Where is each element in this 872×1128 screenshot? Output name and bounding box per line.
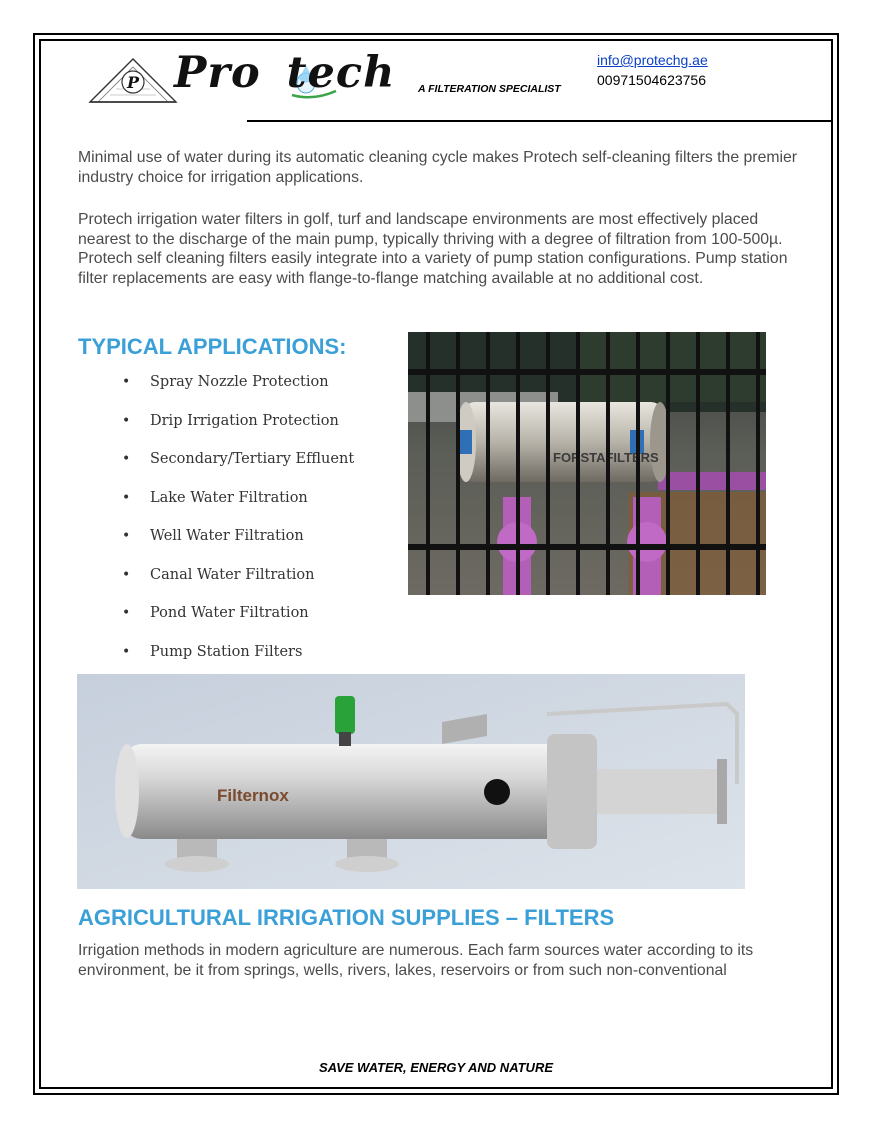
agriculture-heading: AGRICULTURAL IRRIGATION SUPPLIES – FILTERS [78,905,615,930]
intro-paragraph-1: Minimal use of water during its automatic cleaning cycle makes Protech self-cleaning filters the premier industry choice for irrigation applications. [78,149,798,186]
list-item-label: Pond Water Filtration [150,605,309,621]
list-item [122,601,354,640]
applications-heading: TYPICAL APPLICATIONS: [78,334,347,359]
email-link[interactable]: info@protechg.ae [597,52,708,68]
list-item-label: Lake Water Filtration [150,489,308,506]
tagline: A FILTERATION SPECIALIST [418,83,561,95]
filter-installation-photo [408,332,766,595]
list-item-label: Well Water Filtration [150,528,304,544]
bullet-icon: • [122,489,131,506]
forsta-label: FORSTAFILTERS [553,450,659,465]
filternox-label: Filternox [217,786,289,805]
phone-number: 00971504623756 [597,72,707,88]
list-item-label: Secondary/Tertiary Effluent [150,451,355,467]
list-item [122,486,354,525]
agriculture-paragraph: Irrigation methods in modern agriculture are numerous. Each farm sources water according to its environment, be it from springs, wells, rivers, lakes, reservoirs or from such non-conventional [78,942,754,979]
list-item [122,409,354,448]
list-item-label: Pump Station Filters [150,643,303,660]
list-item [122,447,354,486]
bullet-icon: • [122,605,131,621]
list-item-label: Spray Nozzle Protection [150,374,329,390]
brand-name-part1: Pro [174,48,261,98]
bullet-icon: • [122,528,131,544]
intro-paragraph-2: Protech irrigation water filters in golf, turf and landscape environments are most effectively placed nearest to the discharge of the main pump, typically thriving with a degree of filtration from 100-500µ. Protech self cleaning filters easily integrate into a variety of pump station configurations. Pump station filter replacements are easy with flange-to-flange matching available at no additional cost. [78,211,788,287]
brand-name-part2: tech [286,48,396,98]
bullet-icon: • [122,412,131,429]
footer-slogan: SAVE WATER, ENERGY AND NATURE [318,1060,554,1075]
list-item [122,563,354,602]
bullet-icon: • [122,566,131,583]
bullet-icon: • [122,643,131,660]
bullet-icon: • [122,451,131,467]
applications-list [122,370,354,678]
list-item [122,370,354,409]
header-divider [247,120,833,122]
bullet-icon: • [122,374,131,390]
logo-letter: P [126,73,140,92]
list-item-label: Canal Water Filtration [150,566,315,583]
list-item [122,524,354,563]
brand-name [174,48,395,98]
filternox-filter-photo [77,674,745,889]
list-item [122,640,354,679]
list-item-label: Drip Irrigation Protection [150,412,339,429]
